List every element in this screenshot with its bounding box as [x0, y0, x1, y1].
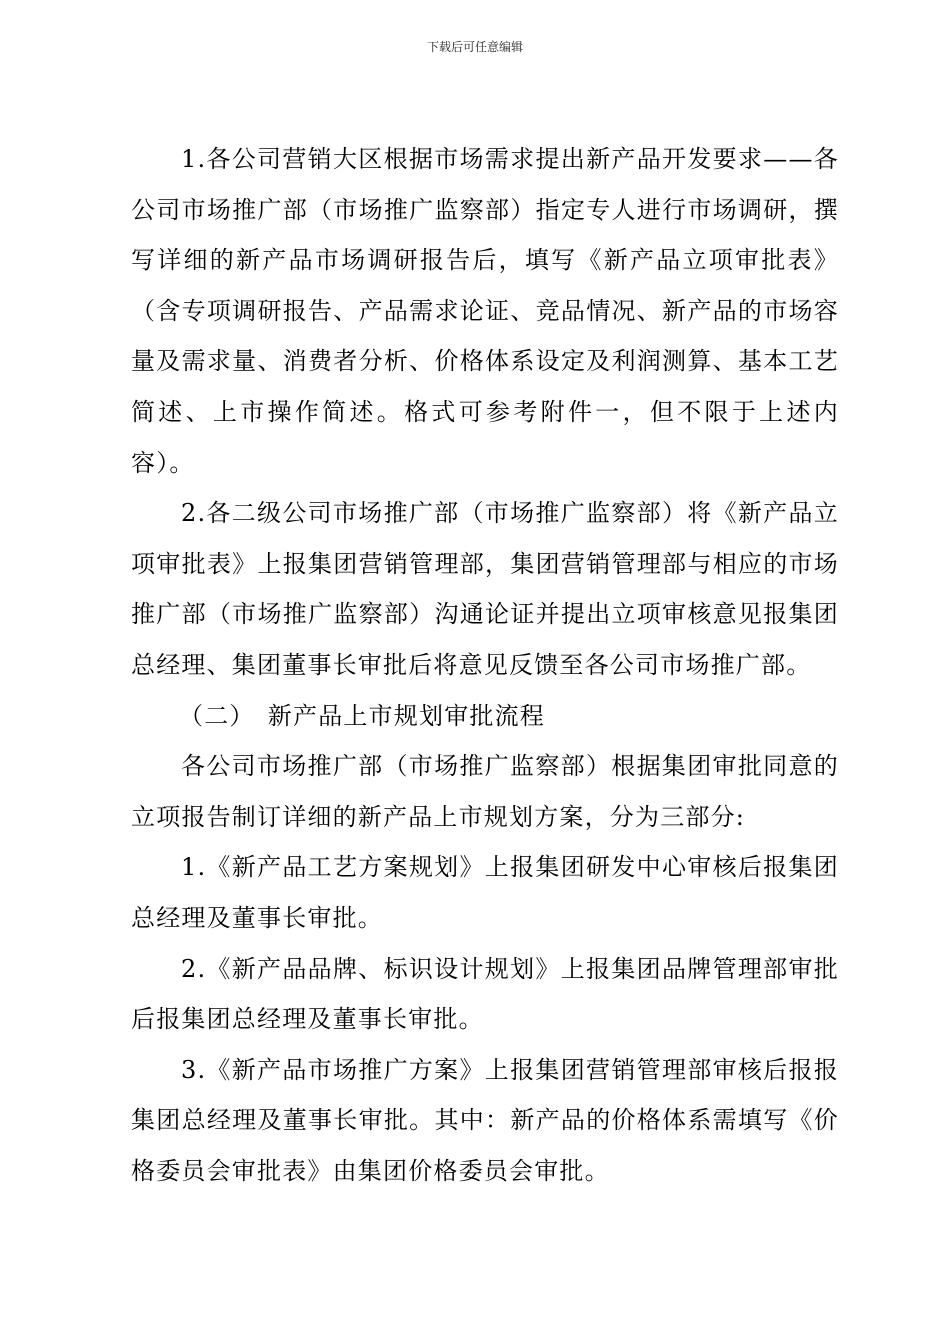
page-header: 下载后可任意编辑: [426, 40, 523, 54]
paragraph-process-plan: 1.《新产品工艺方案规划》上报集团研发中心审核后报集团总经理及董事长审批。: [131, 853, 839, 932]
paragraph-project-approval: 2.各二级公司市场推广部（市场推广监察部）将《新产品立项审批表》上报集团营销管理部，集团营销管理部与相应的市场推广部（市场推广监察部）沟通论证并提出立项审核意见报集团总经理、集团董事长审批后将意见反馈至各公司市场推广部。: [131, 499, 839, 679]
paragraph-launch-plan-intro: 各公司市场推广部（市场推广监察部）根据集团审批同意的立项报告制订详细的新产品上市规划方案，分为三部分:: [131, 752, 839, 831]
section-heading-launch-plan: （二） 新产品上市规划审批流程: [179, 701, 545, 730]
paragraph-project-proposal: 1.各公司营销大区根据市场需求提出新产品开发要求——各公司市场推广部（市场推广监察部）指定专人进行市场调研，撰写详细的新产品市场调研报告后，填写《新产品立项审批表》（含专项调研报告、产品需求论证、竞品情况、新产品的市场容量及需求量、消费者分析、价格体系设定及利润测算、基本工艺简述、上市操作简述。格式可参考附件一，但不限于上述内容）。: [131, 145, 839, 477]
document-body: [131, 134, 839, 1196]
paragraph-marketing-plan: 3.《新产品市场推广方案》上报集团营销管理部审核后报报集团总经理及董事长审批。其中：新产品的价格体系需填写《价格委员会审批表》由集团价格委员会审批。: [131, 1055, 839, 1185]
paragraph-brand-plan: 2.《新产品品牌、标识设计规划》上报集团品牌管理部审批后报集团总经理及董事长审批。: [131, 954, 839, 1034]
